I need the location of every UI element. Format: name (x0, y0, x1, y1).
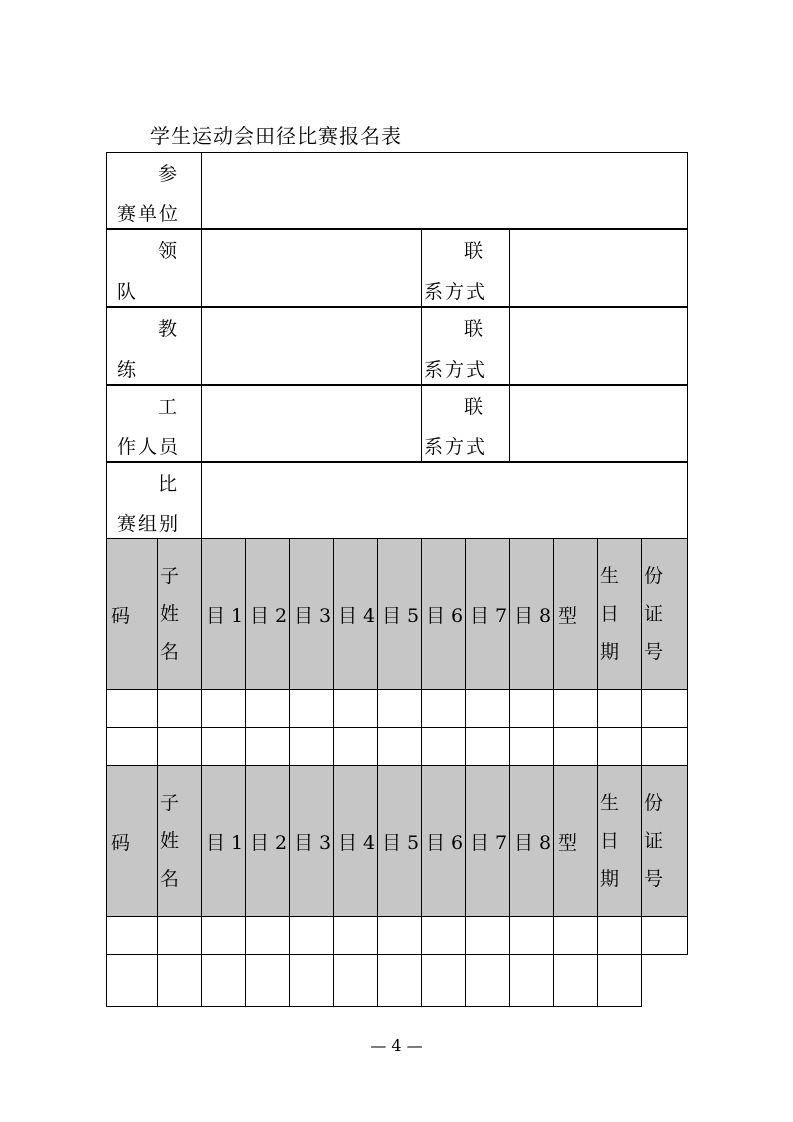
table-cell[interactable] (378, 917, 422, 955)
table-cell[interactable] (642, 917, 688, 955)
header-event-7: 目 7 (466, 539, 510, 690)
table-cell[interactable] (378, 728, 422, 766)
leader-name-field[interactable] (202, 229, 422, 307)
table-cell[interactable] (202, 728, 246, 766)
leader-label-line1: 领 (157, 240, 177, 262)
table-cell[interactable] (466, 955, 510, 1007)
header-event-3: 目 3 (290, 766, 334, 917)
header-name-char-2: 姓 (160, 603, 180, 625)
header-name (158, 539, 202, 690)
staff-label-line1: 工 (157, 396, 177, 418)
page-number: — 4 — (370, 1036, 423, 1055)
table-row (107, 690, 688, 728)
staff-label-cell (107, 385, 202, 462)
group-label-line1: 比 (157, 473, 177, 495)
group-value-field[interactable] (202, 462, 688, 539)
group-label-cell (107, 462, 202, 539)
table-cell[interactable] (107, 917, 158, 955)
table-cell[interactable] (158, 690, 202, 728)
table-cell[interactable] (290, 917, 334, 955)
table-cell[interactable] (202, 917, 246, 955)
header-event-1: 目 1 (202, 766, 246, 917)
table-cell[interactable] (510, 728, 554, 766)
header-event-1: 目 1 (202, 539, 246, 690)
table-cell[interactable] (510, 690, 554, 728)
table-cell[interactable] (378, 955, 422, 1007)
leader-row (107, 229, 688, 307)
table-cell[interactable] (642, 728, 688, 766)
header-event-4: 目 4 (334, 539, 378, 690)
leader-contact-label-line2: 系方式 (424, 281, 488, 303)
group-row (107, 462, 688, 539)
staff-row (107, 385, 688, 462)
page-title: 学生运动会田径比赛报名表 (150, 124, 402, 148)
table-cell[interactable] (334, 690, 378, 728)
table-cell[interactable] (422, 728, 466, 766)
leader-contact-label-line1: 联 (463, 240, 483, 262)
header-id: 份 证 号 (642, 766, 688, 917)
table-cell[interactable] (554, 690, 598, 728)
header-birth: 生 日 期 (598, 539, 642, 690)
header-code: 码 (107, 539, 158, 690)
table-cell[interactable] (246, 690, 290, 728)
table-cell[interactable] (598, 917, 642, 955)
table-cell[interactable] (642, 690, 688, 728)
header-event-7: 目 7 (466, 766, 510, 917)
unit-label-cell (107, 153, 202, 230)
header-event-2: 目 2 (246, 539, 290, 690)
header-type: 型 (554, 539, 598, 690)
table-cell[interactable] (510, 917, 554, 955)
table-cell[interactable] (554, 955, 598, 1007)
header-type: 型 (554, 766, 598, 917)
staff-label-line2: 作人员 (117, 436, 181, 458)
table-cell[interactable] (158, 955, 202, 1007)
leader-label-line2: 队 (117, 281, 139, 303)
coach-label-cell (107, 307, 202, 385)
header-id: 份 证 号 (642, 539, 688, 690)
unit-label-line2: 赛单位 (117, 203, 181, 225)
header-event-8: 目 8 (510, 766, 554, 917)
table-cell[interactable] (334, 728, 378, 766)
staff-name-field[interactable] (202, 385, 422, 462)
table-cell[interactable] (246, 955, 290, 1007)
table-cell[interactable] (202, 690, 246, 728)
coach-label-line2: 练 (117, 359, 139, 381)
coach-name-field[interactable] (202, 307, 422, 385)
table-cell[interactable] (554, 728, 598, 766)
coach-contact-label-line2: 系方式 (424, 359, 488, 381)
staff-contact-field[interactable] (510, 385, 688, 462)
header-name (158, 766, 202, 917)
leader-contact-field[interactable] (510, 229, 688, 307)
header-event-6: 目 6 (422, 766, 466, 917)
header-name-char-3: 名 (160, 641, 180, 663)
table-cell[interactable] (290, 690, 334, 728)
group-label-line2: 赛组别 (117, 513, 181, 535)
table-cell[interactable] (246, 728, 290, 766)
table-cell[interactable] (598, 690, 642, 728)
header-code: 码 (107, 766, 158, 917)
table-row (107, 917, 688, 955)
table-cell[interactable] (334, 917, 378, 955)
header-name-char-2: 姓 (160, 830, 180, 852)
table-cell[interactable] (158, 917, 202, 955)
coach-contact-field[interactable] (510, 307, 688, 385)
staff-contact-label-line2: 系方式 (424, 436, 488, 458)
staff-contact-label-cell (422, 385, 510, 462)
table-cell[interactable] (246, 917, 290, 955)
athlete-header-row (107, 539, 688, 690)
header-event-3: 目 3 (290, 539, 334, 690)
table-cell[interactable] (107, 728, 158, 766)
header-event-8: 目 8 (510, 539, 554, 690)
coach-label-line1: 教 (157, 318, 177, 340)
coach-contact-label-line1: 联 (463, 318, 483, 340)
table-cell[interactable] (334, 955, 378, 1007)
coach-row (107, 307, 688, 385)
table-cell[interactable] (422, 955, 466, 1007)
header-birth: 生 日 期 (598, 766, 642, 917)
unit-row (107, 153, 688, 230)
header-event-6: 目 6 (422, 539, 466, 690)
athlete-header-row (107, 766, 688, 917)
header-event-4: 目 4 (334, 766, 378, 917)
table-cell[interactable] (466, 690, 510, 728)
table-cell[interactable] (422, 917, 466, 955)
staff-contact-label-line1: 联 (463, 396, 483, 418)
header-name-char-1: 子 (160, 792, 180, 814)
table-row (107, 955, 688, 1007)
table-cell[interactable] (598, 728, 642, 766)
table-cell[interactable] (598, 955, 642, 1007)
table-cell[interactable] (107, 690, 158, 728)
header-event-5: 目 5 (378, 766, 422, 917)
header-name-char-1: 子 (160, 565, 180, 587)
header-event-2: 目 2 (246, 766, 290, 917)
table-cell[interactable] (107, 955, 158, 1007)
unit-value-field[interactable] (202, 153, 688, 230)
header-name-char-3: 名 (160, 868, 180, 890)
table-cell[interactable] (422, 690, 466, 728)
table-cell[interactable] (378, 690, 422, 728)
table-row (107, 728, 688, 766)
table-cell[interactable] (554, 917, 598, 955)
unit-label-line1: 参 (157, 163, 177, 185)
table-cell[interactable] (466, 728, 510, 766)
leader-label-cell (107, 229, 202, 307)
table-cell[interactable] (510, 955, 554, 1007)
coach-contact-label-cell (422, 307, 510, 385)
empty-corner (642, 955, 688, 1007)
table-cell[interactable] (290, 728, 334, 766)
table-cell[interactable] (202, 955, 246, 1007)
table-cell[interactable] (466, 917, 510, 955)
leader-contact-label-cell (422, 229, 510, 307)
table-cell[interactable] (158, 728, 202, 766)
table-cell[interactable] (290, 955, 334, 1007)
registration-form-table (106, 152, 688, 1007)
header-event-5: 目 5 (378, 539, 422, 690)
